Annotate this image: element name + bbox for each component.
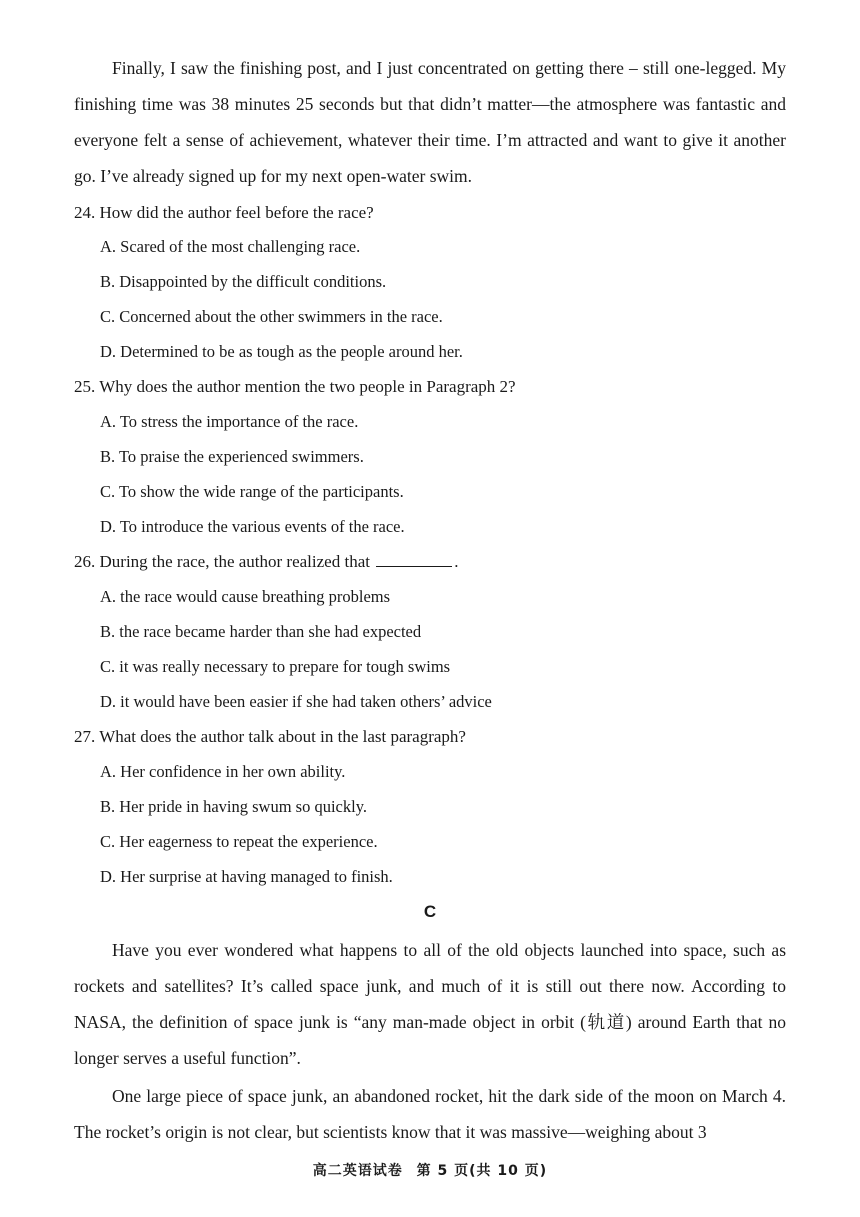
question-25-option-b: B. To praise the experienced swimmers. [100,447,364,466]
page-number: 第 5 页(共 10 页) [416,1163,548,1179]
section-c-paragraph-1: Have you ever wondered what happens to all of the old objects launched into space, such as rockets and satellites? It’s called space junk, and much of it is still out there now. According to NASA, the definition of space junk is “any man-made object in orbit (轨道) around Earth that no longer serves a useful function”. [74,940,786,1068]
question-26-option-c: C. it was really necessary to prepare for tough swims [100,657,451,676]
question-25-option-a: A. To stress the importance of the race. [100,412,359,431]
question-24-stem: 24. How did the author feel before the race? [74,203,374,222]
page-footer [0,1160,860,1180]
question-24-option-b: B. Disappointed by the difficult conditions. [100,272,387,291]
question-26-option-d: D. it would have been easier if she had taken others’ advice [100,692,492,711]
question-25-option-c: C. To show the wide range of the participants. [100,482,404,501]
passage-b-closing-paragraph: Finally, I saw the finishing post, and I just concentrated on getting there – still one-legged. My finishing time was 38 minutes 25 seconds but that didn’t matter—the atmosphere was fantastic and everyone felt a sense of achievement, whatever their time. I’m attracted and want to give it another go. I’ve already signed up for my next open-water swim. [74,58,786,186]
question-26-stem-end: . [454,552,459,571]
section-c-heading: C [423,902,437,921]
question-24-option-d: D. Determined to be as tough as the people around her. [100,342,463,361]
question-26-stem-text: 26. During the race, the author realized that [74,552,370,571]
question-27-option-b: B. Her pride in having swum so quickly. [100,797,368,816]
question-27-option-c: C. Her eagerness to repeat the experience. [100,832,378,851]
question-25-stem: 25. Why does the author mention the two people in Paragraph 2? [74,377,516,396]
question-27-option-d: D. Her surprise at having managed to finish. [100,867,393,886]
question-25-option-d: D. To introduce the various events of the race. [100,517,405,536]
question-27-option-a: A. Her confidence in her own ability. [100,762,346,781]
question-27-stem: 27. What does the author talk about in the last paragraph? [74,727,466,746]
question-26-option-b: B. the race became harder than she had expected [100,622,422,641]
question-24-option-c: C. Concerned about the other swimmers in the race. [100,307,443,326]
question-26-option-a: A. the race would cause breathing problems [100,587,391,606]
answer-blank [376,552,452,567]
section-c-paragraph-2: One large piece of space junk, an abandoned rocket, hit the dark side of the moon on March 4. The rocket’s origin is not clear, but scientists know that it was massive—weighing about 3 [74,1086,786,1142]
question-26-stem [74,550,458,574]
question-24-option-a: A. Scared of the most challenging race. [100,237,361,256]
exam-title: 高二英语试卷 [312,1163,403,1179]
